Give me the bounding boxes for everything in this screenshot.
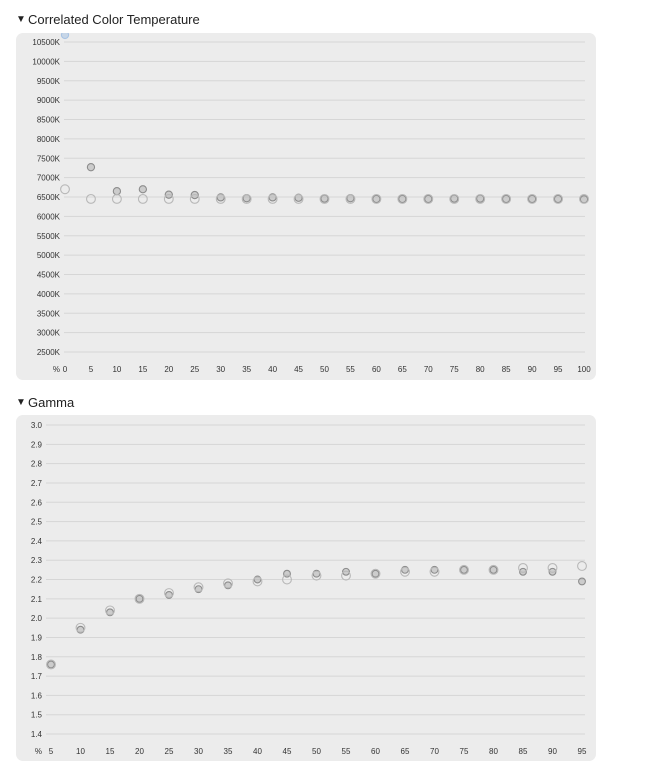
gamma-y-tick-label: 2.5 xyxy=(30,517,42,527)
cct-measured-point xyxy=(503,195,510,202)
cct-target-point xyxy=(113,195,122,204)
gamma-y-tick-label: 1.9 xyxy=(30,633,42,643)
cct-y-tick-label: 8500K xyxy=(36,115,60,125)
cct-measured-point xyxy=(580,196,587,203)
gamma-y-tick-label: 1.6 xyxy=(30,691,42,701)
gamma-x-tick-label: 70 xyxy=(430,747,439,756)
cct-x-tick-label: 25 xyxy=(190,365,200,374)
cct-section-title: Correlated Color Temperature xyxy=(28,12,200,27)
gamma-y-tick-label: 2.4 xyxy=(30,536,42,546)
gamma-x-tick-label: 80 xyxy=(489,747,498,756)
cct-section-toggle[interactable] xyxy=(16,12,200,27)
cct-measured-point xyxy=(529,195,536,202)
gamma-x-tick-label: 25 xyxy=(164,747,174,756)
gamma-y-tick-label: 2.8 xyxy=(30,459,42,469)
gamma-x-tick-label: 45 xyxy=(282,747,292,756)
gamma-measured-point xyxy=(136,595,143,602)
cct-y-tick-label: 2500K xyxy=(36,348,60,357)
gamma-y-tick-label: 2.6 xyxy=(30,498,42,508)
cct-x-tick-label: 65 xyxy=(397,365,407,374)
gamma-y-tick-label: 2.2 xyxy=(30,575,42,585)
gamma-y-tick-label: 1.8 xyxy=(30,652,42,662)
gamma-measured-point xyxy=(461,566,468,573)
cct-x-tick-label: 60 xyxy=(371,365,381,374)
cct-measured-point xyxy=(139,186,146,193)
gamma-section-title: Gamma xyxy=(28,395,75,410)
gamma-x-tick-label: 40 xyxy=(253,747,262,756)
cct-measured-point xyxy=(425,195,432,202)
cct-x-tick-label: 40 xyxy=(268,365,278,374)
cct-measured-point xyxy=(554,195,561,202)
cct-measured-point xyxy=(113,188,120,195)
cct-x-tick-label: 50 xyxy=(320,365,329,374)
cct-y-tick-label: 9000K xyxy=(36,96,60,106)
cct-y-tick-label: 4000K xyxy=(36,289,60,299)
gamma-measured-point xyxy=(579,578,586,585)
cct-y-tick-label: 6500K xyxy=(36,193,60,202)
gamma-y-tick-label: 2.9 xyxy=(30,440,42,450)
gamma-y-tick-label: 2.3 xyxy=(30,556,42,566)
gamma-x-tick-label: 10 xyxy=(76,747,85,756)
cct-x-tick-label: 35 xyxy=(242,365,252,374)
cct-x-tick-label: 10 xyxy=(112,365,122,374)
gamma-target-point xyxy=(578,562,587,571)
gamma-x-tick-label: 5 xyxy=(48,747,54,756)
gamma-y-tick-label: 2.7 xyxy=(30,478,42,488)
cct-y-tick-label: 10500K xyxy=(32,38,60,47)
cct-y-tick-label: 8000K xyxy=(36,134,60,144)
cct-y-tick-label: 7500K xyxy=(36,154,60,164)
gamma-x-tick-label: 15 xyxy=(105,747,115,756)
cct-y-tick-label: 6000K xyxy=(36,212,60,222)
gamma-y-tick-label: 2.0 xyxy=(30,614,42,624)
cct-x-tick-label: 70 xyxy=(423,365,433,374)
gamma-chart-svg xyxy=(16,415,596,761)
gamma-y-tick-label: 1.4 xyxy=(30,730,42,739)
gamma-x-tick-label: 95 xyxy=(577,747,587,756)
gamma-x-unit-label: % xyxy=(34,747,42,756)
cct-measured-point xyxy=(321,195,328,202)
cct-chart xyxy=(16,33,596,380)
gamma-measured-point xyxy=(490,566,497,573)
cct-x-tick-label: 0 xyxy=(62,365,68,374)
cct-target-point xyxy=(61,185,70,194)
cct-x-tick-label: 45 xyxy=(294,365,304,374)
gamma-x-tick-label: 85 xyxy=(518,747,528,756)
gamma-x-tick-label: 60 xyxy=(371,747,380,756)
triangle-down-icon: ▼ xyxy=(16,397,26,408)
cct-y-tick-label: 5500K xyxy=(36,231,60,241)
cct-x-tick-label: 100 xyxy=(577,365,591,374)
cct-y-tick-label: 4500K xyxy=(36,270,60,280)
gamma-x-tick-label: 20 xyxy=(135,747,144,756)
gamma-x-tick-label: 90 xyxy=(548,747,557,756)
gamma-y-tick-label: 3.0 xyxy=(30,421,42,430)
cct-y-tick-label: 10000K xyxy=(32,57,60,67)
cct-measured-point xyxy=(373,195,380,202)
gamma-y-tick-label: 1.7 xyxy=(30,672,42,682)
triangle-down-icon: ▼ xyxy=(16,14,26,25)
cct-x-tick-label: 5 xyxy=(88,365,94,374)
gamma-y-tick-label: 2.1 xyxy=(30,594,42,604)
cct-x-tick-label: 90 xyxy=(527,365,537,374)
cct-measured-point xyxy=(451,195,458,202)
gamma-x-tick-label: 30 xyxy=(194,747,203,756)
cct-target-point xyxy=(138,195,147,204)
gamma-x-tick-label: 35 xyxy=(223,747,233,756)
cct-y-tick-label: 3500K xyxy=(36,309,60,319)
cct-measured-point xyxy=(87,164,94,171)
cct-y-tick-label: 5000K xyxy=(36,251,60,261)
gamma-measured-point xyxy=(372,570,379,577)
gamma-x-tick-label: 55 xyxy=(341,747,351,756)
gamma-x-tick-label: 65 xyxy=(400,747,410,756)
cct-target-point xyxy=(87,195,96,204)
gamma-measured-point xyxy=(48,661,55,668)
gamma-section-toggle[interactable] xyxy=(16,395,74,410)
cct-measured-point xyxy=(61,33,68,39)
cct-x-tick-label: 55 xyxy=(345,365,355,374)
cct-x-tick-label: 15 xyxy=(138,365,148,374)
cct-x-tick-label: 95 xyxy=(553,365,563,374)
cct-x-tick-label: 85 xyxy=(501,365,511,374)
cct-chart-svg xyxy=(16,33,596,380)
cct-measured-point xyxy=(399,195,406,202)
cct-x-unit-label: % xyxy=(52,365,60,374)
cct-x-tick-label: 80 xyxy=(475,365,485,374)
cct-x-tick-label: 20 xyxy=(164,365,174,374)
cct-y-tick-label: 3000K xyxy=(36,328,60,338)
cct-x-tick-label: 75 xyxy=(449,365,459,374)
cct-measured-point xyxy=(477,195,484,202)
gamma-x-tick-label: 75 xyxy=(459,747,469,756)
gamma-x-tick-label: 50 xyxy=(312,747,321,756)
gamma-chart xyxy=(16,415,596,761)
gamma-y-tick-label: 1.5 xyxy=(30,710,42,720)
cct-y-tick-label: 7000K xyxy=(36,173,60,183)
cct-y-tick-label: 9500K xyxy=(36,76,60,86)
cct-x-tick-label: 30 xyxy=(216,365,226,374)
